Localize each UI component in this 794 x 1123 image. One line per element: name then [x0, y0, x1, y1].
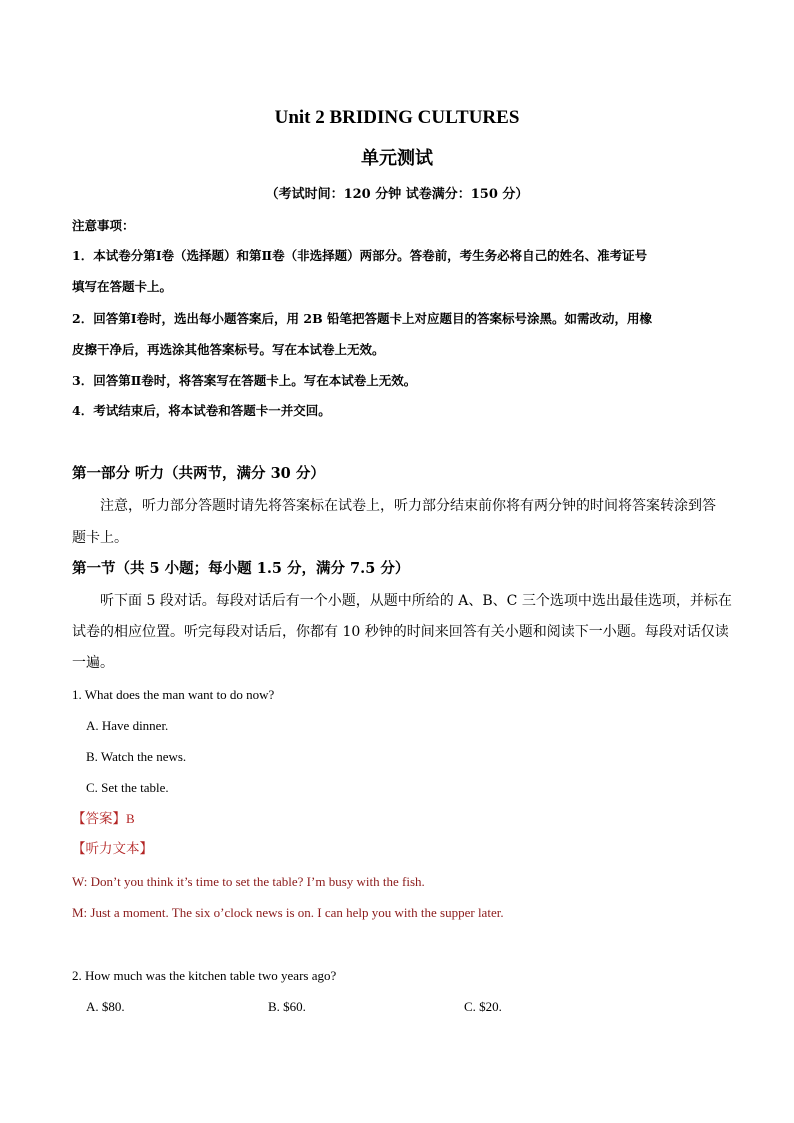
exam-info: （考试时间：120 分钟 试卷满分：150 分） [265, 187, 529, 202]
document-title: Unit 2 BRIDING CULTURES [274, 107, 520, 128]
q1-question: 1. What does the man want to do now? [72, 687, 275, 702]
notes-item-2-line-1: 2．回答第Ⅰ卷时，选出每小题答案后，用 2B 铅笔把答题卡上对应题目的答案标号涂黑。如需改动，用橡 [72, 311, 653, 326]
document-subtitle: 单元测试 [361, 148, 433, 169]
section1-intro-line-3: 一遍。 [72, 655, 114, 671]
notes-item-3: 3．回答第Ⅱ卷时，将答案写在答题卡上。写在本试卷上无效。 [72, 373, 417, 388]
part1-note-line-2: 题卡上。 [72, 530, 128, 546]
q2-question: 2. How much was the kitchen table two years ago? [72, 968, 337, 983]
section1-intro-line-1: 听下面 5 段对话。每段对话后有一个小题，从题中所给的 A、B、C 三个选项中选出最佳选项，并标在 [100, 593, 732, 609]
q2-option-b: B. $60. [268, 999, 306, 1014]
q1-answer-value: B [126, 811, 135, 826]
notes-item-1-line-1: 1．本试卷分第Ⅰ卷（选择题）和第Ⅱ卷（非选择题）两部分。答卷前，考生务必将自己的姓名、准考证号 [72, 248, 648, 263]
q1-option-b: B. Watch the news. [86, 749, 187, 764]
q1-answer-label: 【答案】 [72, 811, 126, 827]
notes-item-2-line-2: 皮擦干净后，再选涂其他答案标号。写在本试卷上无效。 [72, 342, 385, 357]
q1-transcript-w: W: Don’t you think it’s time to set the table? I’m busy with the fish. [72, 874, 425, 889]
section1-intro-line-2: 试卷的相应位置。听完每段对话后，你都有 10 秒钟的时间来回答有关小题和阅读下一小题。每段对话仅读 [72, 624, 729, 640]
q2-option-c: C. $20. [464, 999, 502, 1014]
q1-transcript-m: M: Just a moment. The six o’clock news is on. I can help you with the supper later. [72, 905, 504, 920]
part1-heading: 第一部分 听力（共两节，满分 30 分） [72, 465, 325, 482]
part1-note-line-1: 注意，听力部分答题时请先将答案标在试卷上，听力部分结束前你将有两分钟的时间将答案转涂到答 [100, 498, 716, 514]
section1-heading: 第一节（共 5 小题；每小题 1.5 分，满分 7.5 分） [72, 560, 410, 577]
notes-heading: 注意事项： [72, 218, 135, 233]
q1-option-a: A. Have dinner. [86, 718, 169, 733]
q1-option-c: C. Set the table. [86, 780, 169, 795]
q2-option-a: A. $80. [86, 999, 125, 1014]
notes-item-1-line-2: 填写在答题卡上。 [72, 279, 173, 294]
notes-item-4: 4．考试结束后，将本试卷和答题卡一并交回。 [72, 403, 331, 418]
q1-answer [72, 812, 135, 827]
q1-transcript-label: 【听力文本】 [72, 841, 153, 857]
